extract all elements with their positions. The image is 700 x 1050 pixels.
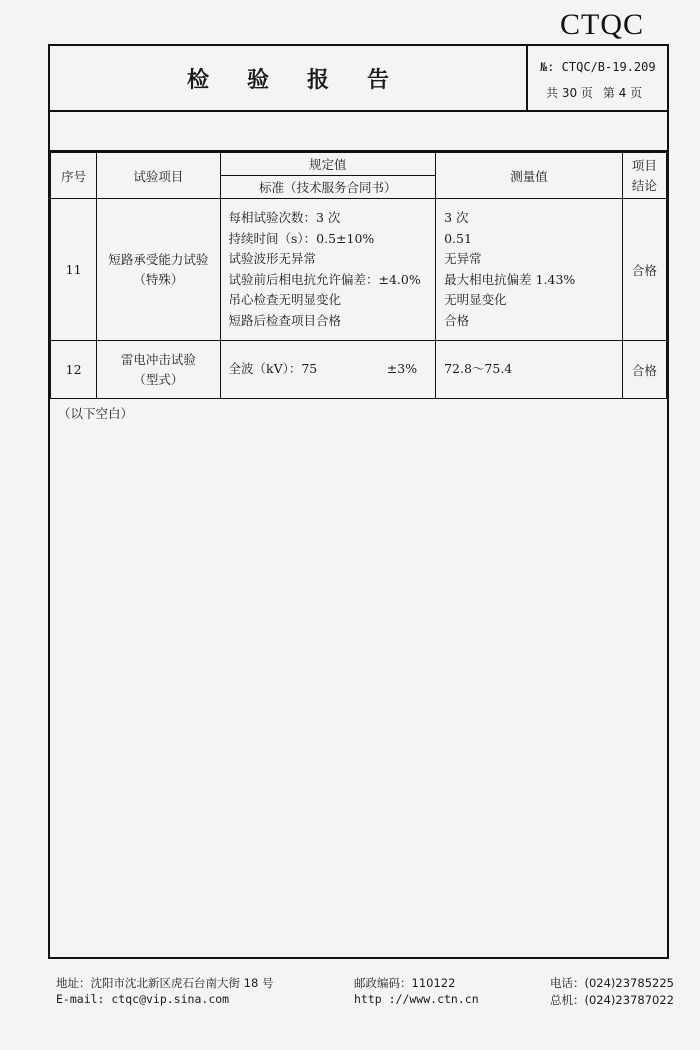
row-spec — [220, 199, 436, 341]
footer-row-2 — [56, 992, 674, 1009]
row-item-name: 雷电冲击试验 — [120, 351, 196, 367]
measured-line: 无异常 — [444, 251, 482, 266]
header-spec: 规定值 — [220, 153, 436, 176]
footer-row-1 — [56, 975, 674, 992]
row-item-type: （型式） — [133, 371, 184, 387]
row-conclusion: 合格 — [622, 199, 666, 341]
header-conclusion-line1: 项目 — [631, 157, 657, 173]
table-row — [51, 341, 667, 399]
report-frame — [48, 44, 669, 959]
row-conclusion: 合格 — [622, 341, 666, 399]
row-measured — [436, 341, 623, 399]
brand-logo-text: CTQC — [560, 8, 645, 41]
total-pages: 共 30 页 — [546, 86, 593, 100]
row-item-name: 短路承受能力试验 — [108, 251, 209, 267]
measured-line: 0.51 — [444, 230, 472, 246]
table-header-row — [51, 153, 667, 176]
header-item: 试验项目 — [97, 153, 220, 199]
report-title-cell — [50, 46, 528, 112]
spec-tolerance: ±3% — [386, 361, 418, 377]
measured-line: 合格 — [444, 312, 470, 328]
measured-line: 无明显变化 — [444, 292, 507, 307]
spec-line: 全波（kV）：75 — [228, 361, 318, 377]
row-spec — [220, 341, 436, 399]
row-item-type: （特殊） — [133, 271, 184, 287]
header-seq: 序号 — [51, 153, 97, 199]
spec-line: 短路后检查项目合格 — [228, 312, 342, 328]
measured-line: 最大相电抗偏差 1.43% — [444, 271, 576, 287]
header-conclusion — [622, 153, 666, 199]
header-measured: 测量值 — [436, 153, 623, 199]
footer-main-line: 总机：(024)23787022 — [550, 993, 674, 1007]
row-measured — [436, 199, 623, 341]
report-title: 检验报告 — [186, 67, 427, 93]
spec-line: 每相试验次数：3 次 — [228, 210, 341, 225]
blank-band — [50, 112, 667, 152]
footer-postcode: 邮政编码：110122 — [354, 976, 456, 990]
report-number-cell — [528, 46, 667, 112]
measured-line: 72.8～75.4 — [444, 361, 513, 377]
header-conclusion-line2: 结论 — [631, 177, 657, 193]
footer — [56, 975, 674, 1009]
page-info — [546, 84, 642, 101]
spec-line: 持续时间（s）：0.5±10% — [228, 230, 375, 246]
spec-line: 试验波形无异常 — [228, 251, 317, 266]
test-results-table — [50, 152, 667, 399]
report-number: №: CTQC/B-19.209 — [540, 60, 656, 74]
measured-line: 3 次 — [444, 210, 469, 225]
current-page: 第 4 页 — [602, 86, 643, 100]
row-item — [97, 199, 220, 341]
spec-line: 试验前后相电抗允许偏差：±4.0% — [228, 271, 421, 287]
footer-address: 地址：沈阳市沈北新区虎石台南大街 18 号 — [56, 976, 274, 990]
spec-line-wrap — [221, 359, 436, 380]
blank-note: （以下空白） — [58, 406, 134, 421]
header-spec-sub: 标准（技术服务合同书） — [220, 176, 436, 199]
spec-line: 吊心检查无明显变化 — [228, 292, 342, 307]
footer-website: http ://www.ctn.cn — [354, 992, 479, 1006]
row-item — [97, 341, 220, 399]
row-seq: 11 — [51, 199, 97, 341]
row-seq: 12 — [51, 341, 97, 399]
footer-email: E-mail: ctqc@vip.sina.com — [56, 992, 230, 1006]
footer-phone: 电话：(024)23785225 — [550, 976, 674, 990]
table-row — [51, 199, 667, 341]
